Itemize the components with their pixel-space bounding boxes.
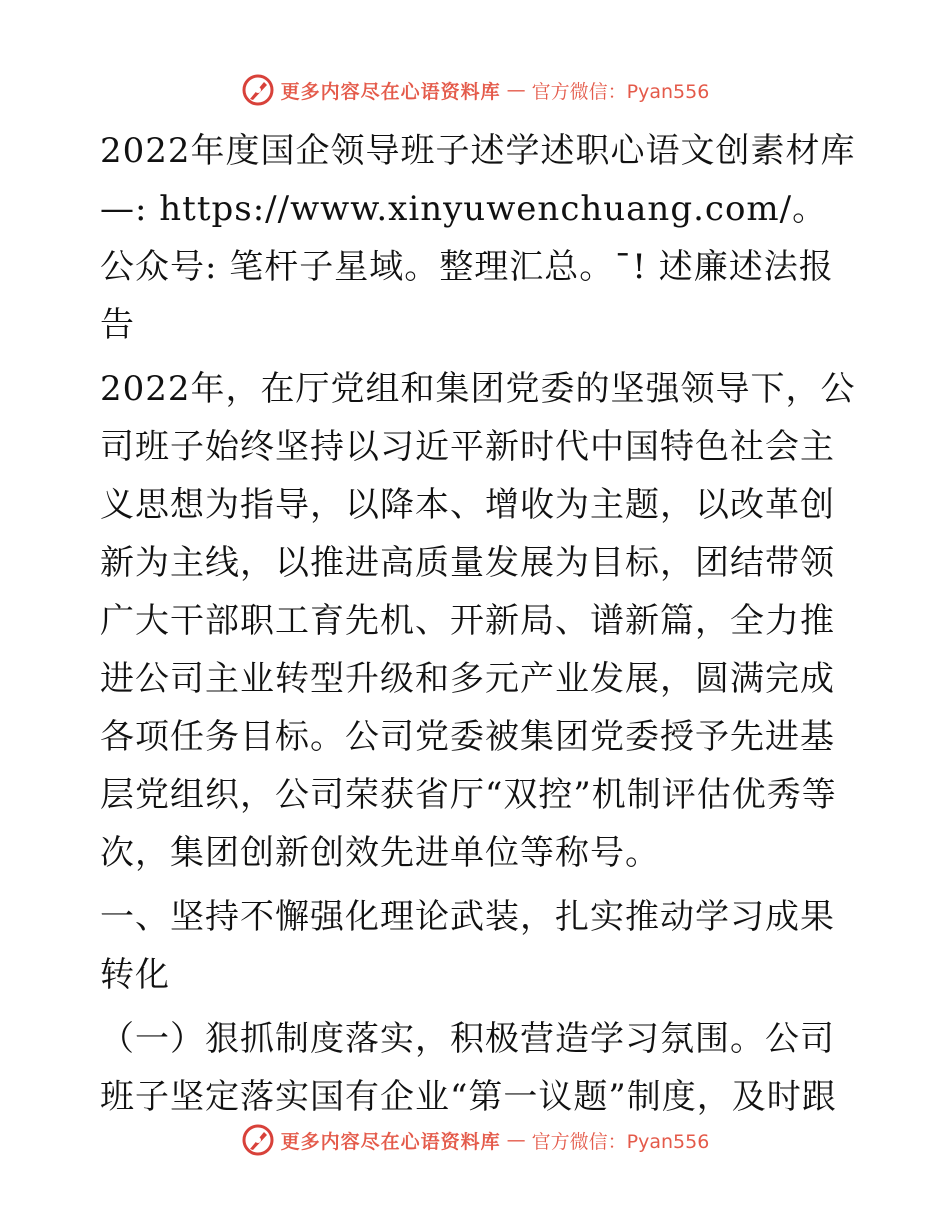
title-paragraph: 2022年度国企领导班子述学述职心语文创素材库—: https://www.xinyuwenchuang.com/。公众号: 笔杆子星域。整理汇总。¯! 述廉述法报告	[100, 131, 856, 345]
watermark-separator: —	[506, 1129, 526, 1151]
quill-circle-logo-icon	[241, 73, 275, 107]
watermark-separator: —	[506, 79, 526, 101]
quill-circle-logo-icon	[241, 1123, 275, 1157]
watermark-banner-top	[0, 70, 950, 110]
intro-paragraph: 2022年，在厅党组和集团党委的坚强领导下，公司班子始终坚持以习近平新时代中国特色社会主义思想为指导，以降本、增收为主题，以改革创新为主线，以推进高质量发展为目标，团结带领广大干部职工育先机、开新局、谱新篇，全力推进公司主业转型升级和多元产业发展，圆满完成各项任务目标。公司党委被集团党委授予先进基层党组织，公司荣获省厅“双控”机制评估优秀等次，集团创新创效先进单位等称号。	[100, 369, 856, 873]
watermark-text: 更多内容尽在心语资料库	[280, 80, 501, 103]
watermark-contact: 官方微信：Pyan556	[531, 80, 710, 103]
watermark-contact: 官方微信：Pyan556	[531, 1130, 710, 1153]
section-heading: 一、坚持不懈强化理论武装，扎实推动学习成果转化	[100, 897, 835, 995]
document-body	[100, 122, 860, 1132]
watermark-banner-bottom	[0, 1120, 950, 1160]
watermark-text: 更多内容尽在心语资料库	[280, 1130, 501, 1153]
subsection-paragraph: （一）狠抓制度落实，积极营造学习氛围。公司班子坚定落实国有企业“第一议题”制度，及时跟	[100, 1019, 837, 1117]
